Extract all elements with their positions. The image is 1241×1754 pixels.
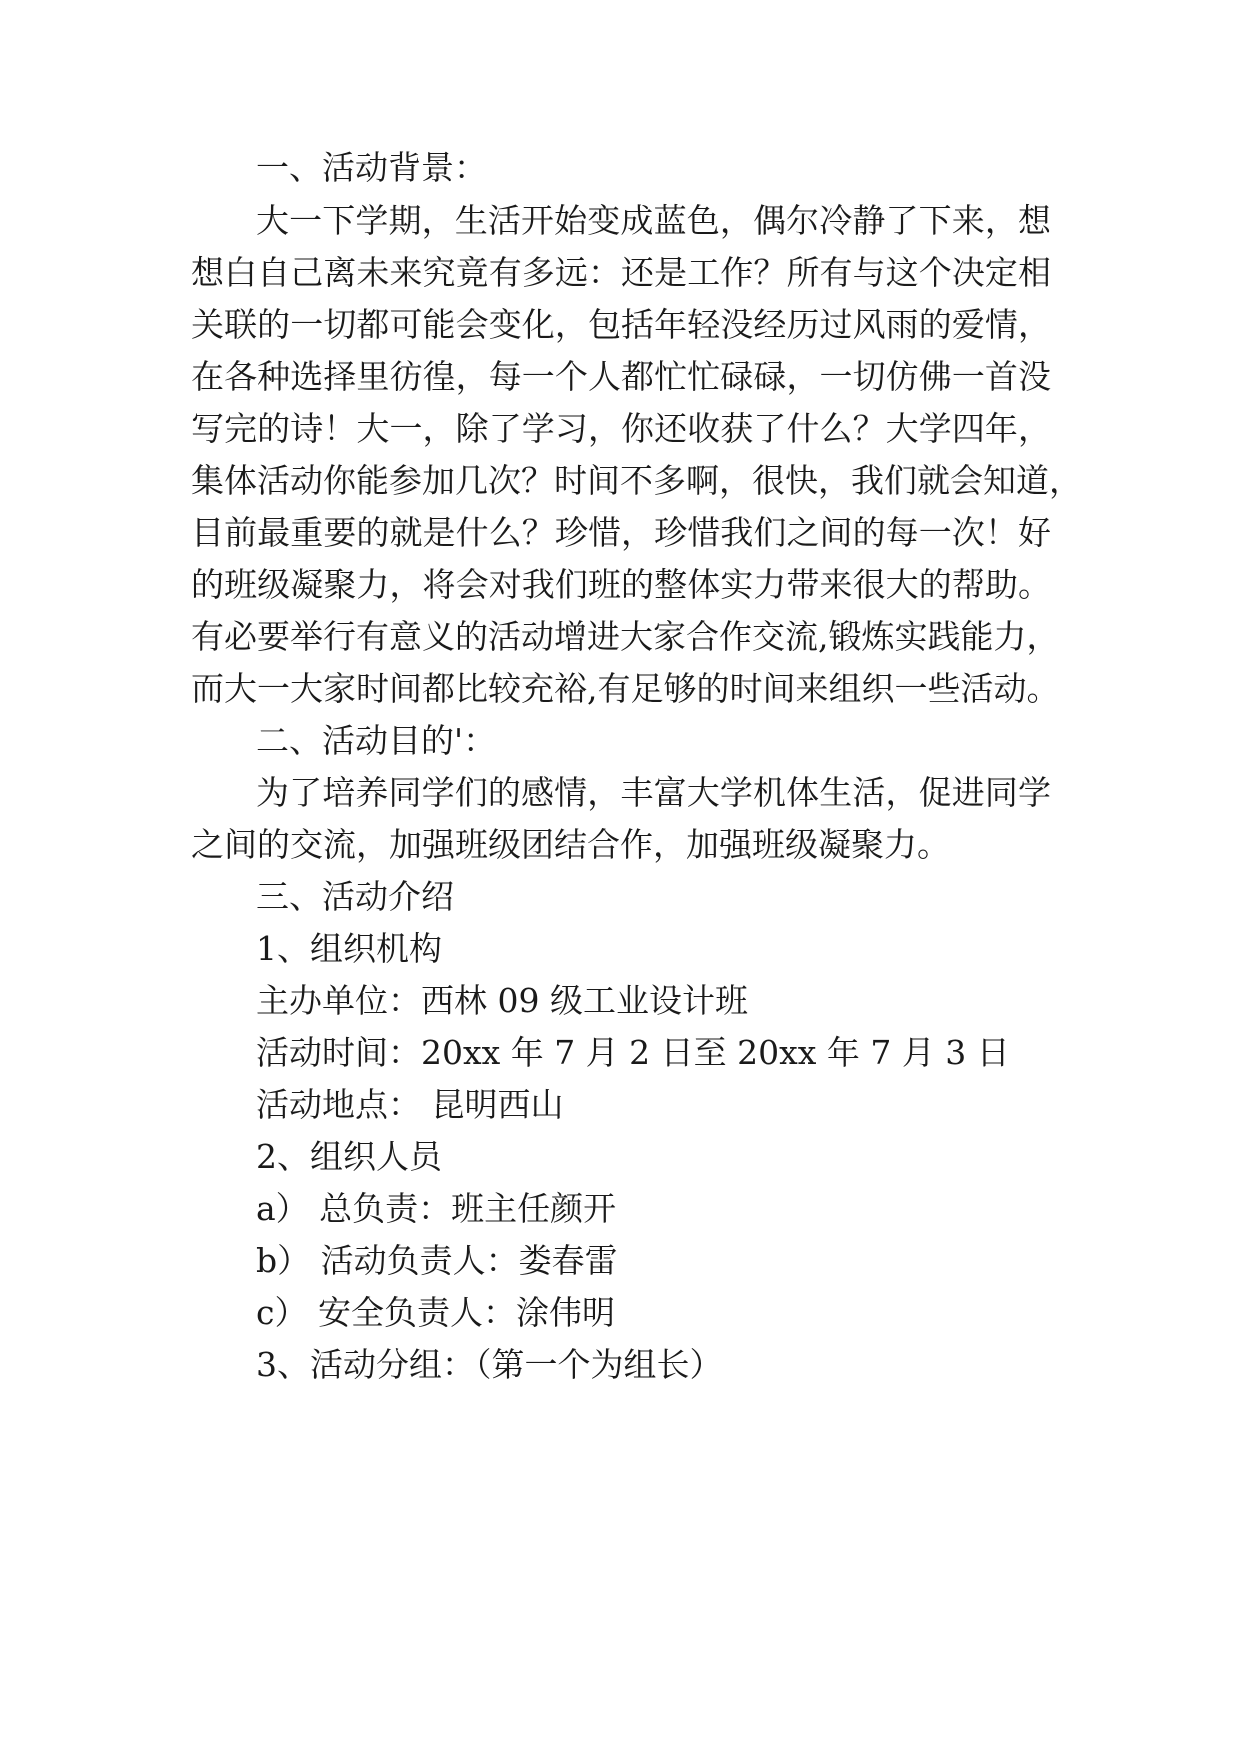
paragraph-line: 集体活动你能参加几次？时间不多啊，很快，我们就会知道， bbox=[191, 461, 1082, 500]
section-heading-purpose: 二、活动目的'： bbox=[256, 721, 497, 760]
paragraph-line: 在各种选择里彷徨，每一个人都忙忙碌碌，一切仿佛一首没 bbox=[191, 357, 1051, 396]
paragraph-line: 写完的诗！大一，除了学习，你还收获了什么？大学四年， bbox=[191, 409, 1051, 448]
paragraph-line: 为了培养同学们的感情，丰富大学机体生活，促进同学 bbox=[256, 773, 1051, 812]
staff-item: a） 总负责：班主任颜开 bbox=[256, 1189, 617, 1228]
staff-item: c） 安全负责人：涂伟明 bbox=[256, 1293, 615, 1332]
paragraph-line: 想白自己离未来究竟有多远：还是工作？所有与这个决定相 bbox=[191, 253, 1051, 292]
staff-item: b） 活动负责人：娄春雷 bbox=[256, 1241, 618, 1280]
paragraph-line: 的班级凝聚力，将会对我们班的整体实力带来很大的帮助。 bbox=[191, 565, 1051, 604]
paragraph-line: 之间的交流，加强班级团结合作，加强班级凝聚力。 bbox=[191, 825, 950, 864]
host-line: 主办单位：西林 09 级工业设计班 bbox=[256, 981, 748, 1020]
place-line: 活动地点： 昆明西山 bbox=[256, 1085, 564, 1124]
paragraph-line: 关联的一切都可能会变化，包括年轻没经历过风雨的爱情， bbox=[191, 305, 1051, 344]
paragraph-line: 大一下学期，生活开始变成蓝色，偶尔冷静了下来，想 bbox=[256, 201, 1051, 240]
section-heading-background: 一、活动背景： bbox=[256, 148, 487, 187]
paragraph-line: 而大一大家时间都比较充裕,有足够的时间来组织一些活动。 bbox=[191, 669, 1060, 708]
time-line: 活动时间：20xx 年 7 月 2 日至 20xx 年 7 月 3 日 bbox=[256, 1033, 1010, 1072]
paragraph-line: 有必要举行有意义的活动增进大家合作交流,锻炼实践能力， bbox=[191, 617, 1060, 656]
subheading-organization: 1、组织机构 bbox=[256, 929, 442, 968]
section-heading-intro: 三、活动介绍 bbox=[256, 877, 454, 916]
paragraph-line: 目前最重要的就是什么？珍惜，珍惜我们之间的每一次！好 bbox=[191, 513, 1051, 552]
subheading-groups: 3、活动分组：（第一个为组长） bbox=[256, 1345, 723, 1384]
subheading-staff: 2、组织人员 bbox=[256, 1137, 442, 1176]
